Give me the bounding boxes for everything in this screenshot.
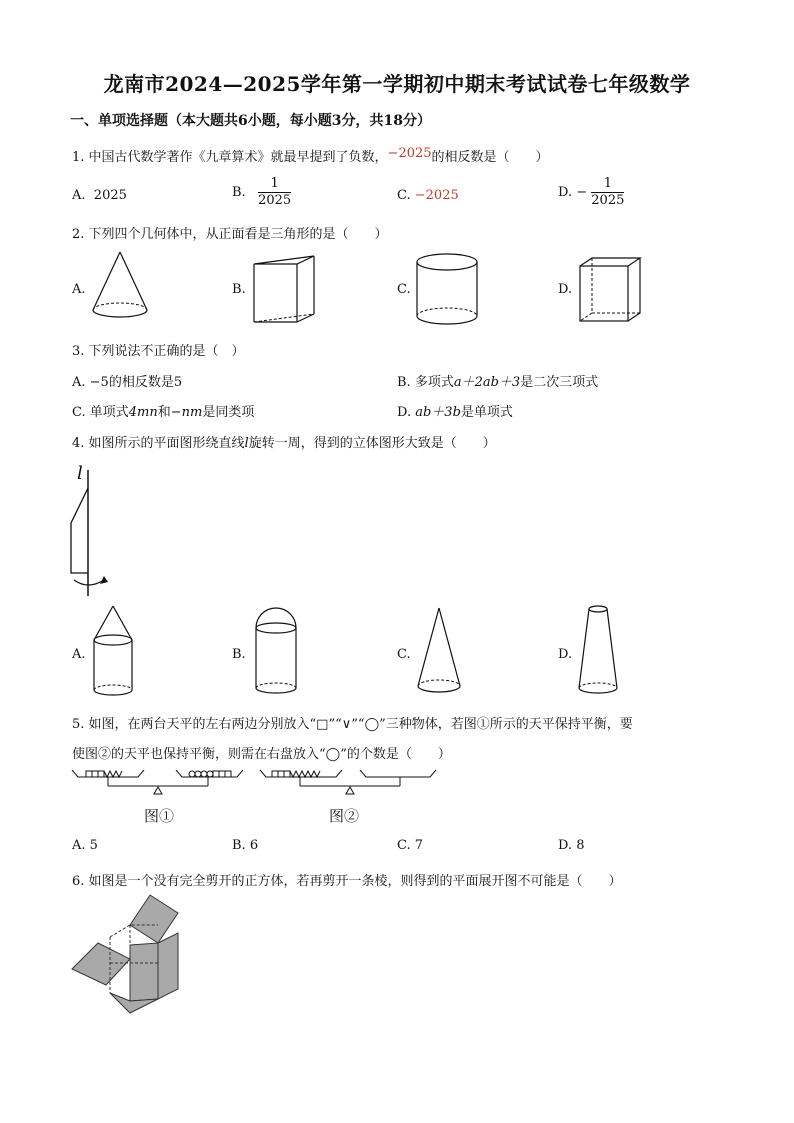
section-heading: 一、单项选择题（本大题共6小题，每小题3分，共18分） [70, 113, 431, 129]
q4-option-b-label[interactable]: B. [232, 647, 246, 662]
option-label: A. [72, 188, 86, 203]
q1-option-b[interactable] [232, 176, 291, 209]
q3-option-b[interactable] [397, 371, 598, 390]
question-3-stem: 3. 下列说法不正确的是（ ） [72, 344, 245, 359]
option-text: 是单项式 [460, 405, 513, 420]
q4-option-a-label[interactable]: A. [72, 647, 86, 662]
cone-on-cylinder-icon [90, 604, 136, 700]
balance-1-icon [72, 768, 252, 800]
q3-option-a[interactable]: A. −5的相反数是5 [72, 375, 183, 390]
expression: −nm [170, 405, 203, 420]
option-value: −2025 [414, 188, 459, 203]
numerator: 1 [591, 176, 624, 193]
question-4-text-b: 旋转一周，得到的立体图形大致是（ ） [248, 436, 496, 451]
balance-2-icon [260, 768, 440, 800]
question-1-value: −2025 [387, 146, 432, 161]
figure-2-caption: 图② [329, 807, 360, 825]
question-1-stem [72, 146, 549, 165]
question-4-stem [72, 432, 496, 451]
q4-option-c-label[interactable]: C. [397, 647, 411, 662]
question-6-stem: 6. 如图是一个没有完全剪开的正方体，若再剪开一条棱，则得到的平面展开图不可能是（ ） [72, 874, 622, 889]
option-label: B. [232, 185, 246, 200]
denominator: 2025 [258, 193, 292, 208]
fraction [591, 176, 624, 209]
question-5-line-2: 使图②的天平也保持平衡，则需在右盘放入“◯”的个数是（ ） [72, 747, 451, 762]
q2-option-a-label[interactable]: A. [72, 282, 86, 297]
question-1-text-a: 1. 中国古代数学著作《九章算术》就最早提到了负数， [72, 150, 388, 165]
q1-option-d[interactable] [558, 176, 624, 209]
q5-option-d[interactable]: D. 8 [558, 838, 585, 853]
q1-option-c[interactable] [397, 188, 459, 203]
q4-option-d-label[interactable]: D. [558, 647, 573, 662]
expression: a＋2ab＋3 [453, 375, 521, 390]
q3-option-c[interactable] [72, 401, 254, 420]
option-text: D. [397, 405, 416, 420]
q5-option-a[interactable]: A. 5 [72, 838, 98, 853]
numerator: 1 [258, 176, 291, 193]
q2-option-c-label[interactable]: C. [397, 282, 411, 297]
question-4-text-a: 4. 如图所示的平面图形绕直线 [72, 436, 245, 451]
option-label: C. [397, 188, 411, 203]
triangular-prism-icon [252, 254, 317, 329]
q5-option-b[interactable]: B. 6 [232, 838, 259, 853]
axis-variable: l [244, 436, 249, 451]
hemisphere-on-cylinder-icon [252, 606, 300, 698]
cone-icon [90, 250, 150, 325]
cylinder-icon [414, 252, 480, 332]
option-text: B. 多项式 [397, 375, 454, 390]
cube-icon [578, 256, 644, 326]
partially-cut-cube-icon [70, 893, 190, 1018]
expression: 4mn [128, 405, 158, 420]
question-2-stem: 2. 下列四个几何体中，从正面看是三角形的是（ ） [72, 227, 388, 242]
fraction [258, 176, 291, 209]
minus-sign: − [576, 185, 588, 200]
q3-option-d[interactable] [397, 401, 513, 420]
option-text: C. 单项式 [72, 405, 129, 420]
cone-icon [414, 606, 464, 698]
frustum-icon [574, 602, 622, 698]
q2-option-d-label[interactable]: D. [558, 282, 573, 297]
rotation-figure-icon [66, 468, 111, 598]
q2-option-b-label[interactable]: B. [232, 282, 246, 297]
option-value: 2025 [93, 188, 127, 203]
q1-option-a[interactable] [72, 188, 127, 203]
option-label: D. [558, 185, 573, 200]
option-text: 是二次三项式 [520, 375, 599, 390]
option-text: 和 [157, 405, 171, 420]
page-title: 龙南市2024—2025学年第一学期初中期末考试试卷七年级数学 [103, 72, 691, 96]
figure-1-caption: 图① [144, 807, 175, 825]
denominator: 2025 [591, 193, 625, 208]
expression: ab＋3b [415, 405, 461, 420]
question-1-text-b: 的相反数是（ ） [431, 150, 549, 165]
axis-label: l [77, 463, 83, 484]
option-text: 是同类项 [202, 405, 255, 420]
q5-option-c[interactable]: C. 7 [397, 838, 424, 853]
question-5-line-1: 5. 如图，在两台天平的左右两边分别放入“□”“∨”“◯”三种物体，若图①所示的天平保持平衡，要 [72, 717, 633, 732]
